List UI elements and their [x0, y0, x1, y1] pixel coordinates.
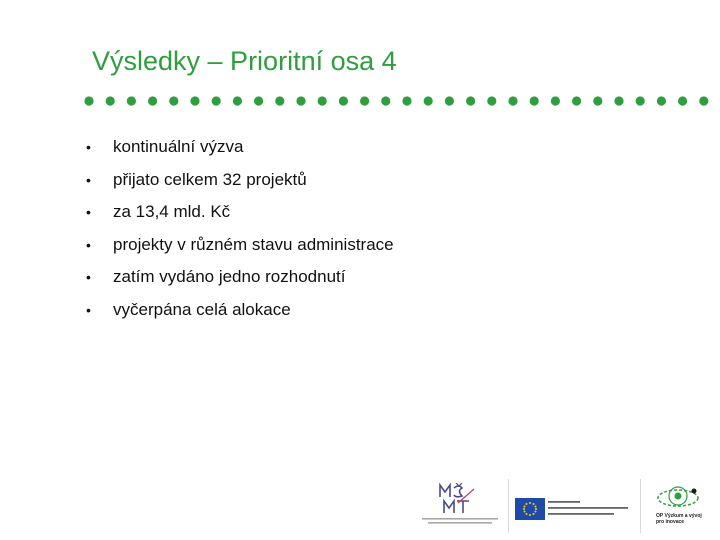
list-item [86, 261, 686, 294]
eu-logo [515, 498, 628, 522]
op-vavpi-logo [648, 481, 708, 531]
list-item [86, 229, 686, 262]
divider-dot [445, 96, 454, 105]
divider-dot [678, 96, 687, 105]
list-item [86, 196, 686, 229]
bullet-text: projekty v různém stavu administrace [113, 234, 394, 254]
divider-dot [233, 96, 242, 105]
divider-dot [699, 96, 708, 105]
slide-title: Výsledky – Prioritní osa 4 [92, 46, 397, 76]
bullet-text: za 13,4 mld. Kč [113, 202, 231, 222]
divider-dot [212, 96, 221, 105]
list-item [86, 131, 686, 164]
logo-divider [508, 479, 509, 533]
list-item [86, 164, 686, 197]
divider-dot [402, 96, 411, 105]
divider-dot [381, 96, 390, 105]
divider-dot [106, 96, 115, 105]
globe-orbit-icon [656, 481, 702, 513]
divider-dot [572, 96, 581, 105]
divider-dot [127, 96, 136, 105]
divider-dot [275, 96, 284, 105]
logo-divider [640, 479, 641, 533]
bullet-text: kontinuální výzva [113, 137, 244, 157]
divider-dot [636, 96, 645, 105]
divider-dot [169, 96, 178, 105]
op-caption [656, 513, 708, 525]
bullet-text: vyčerpána celá alokace [113, 299, 291, 319]
divider-dot [360, 96, 369, 105]
divider-dot [339, 96, 348, 105]
divider-dot [508, 96, 517, 105]
msmt-monogram-icon [436, 483, 476, 515]
bullet-icon: • [86, 301, 91, 318]
divider-dot [148, 96, 157, 105]
bullet-text: zatím vydáno jedno rozhodnutí [113, 267, 346, 287]
msmt-logo [418, 483, 500, 531]
divider-dot [318, 96, 327, 105]
op-caption-line: OP Výzkum a vývoj [656, 513, 702, 519]
divider-dot [254, 96, 263, 105]
eu-caption-icon [548, 500, 628, 520]
divider-dot [424, 96, 433, 105]
divider-dot [466, 96, 475, 105]
divider-dot [530, 96, 539, 105]
divider-dot [296, 96, 305, 105]
bullet-icon: • [86, 171, 91, 188]
dotted-divider [84, 95, 720, 107]
msmt-caption-icon [420, 517, 500, 527]
eu-flag-icon [515, 498, 545, 520]
bullet-list [86, 131, 686, 326]
divider-dot [614, 96, 623, 105]
bullet-text: přijato celkem 32 projektů [113, 169, 307, 189]
divider-dot [84, 96, 93, 105]
bullet-icon: • [86, 139, 91, 156]
divider-dot [657, 96, 666, 105]
list-item [86, 294, 686, 327]
op-caption-line: pro inovace [656, 519, 685, 525]
footer-logos [0, 475, 720, 540]
divider-dot [487, 96, 496, 105]
bullet-icon: • [86, 204, 91, 221]
bullet-icon: • [86, 269, 91, 286]
divider-dot [593, 96, 602, 105]
divider-dot [190, 96, 199, 105]
bullet-icon: • [86, 236, 91, 253]
divider-dot [551, 96, 560, 105]
